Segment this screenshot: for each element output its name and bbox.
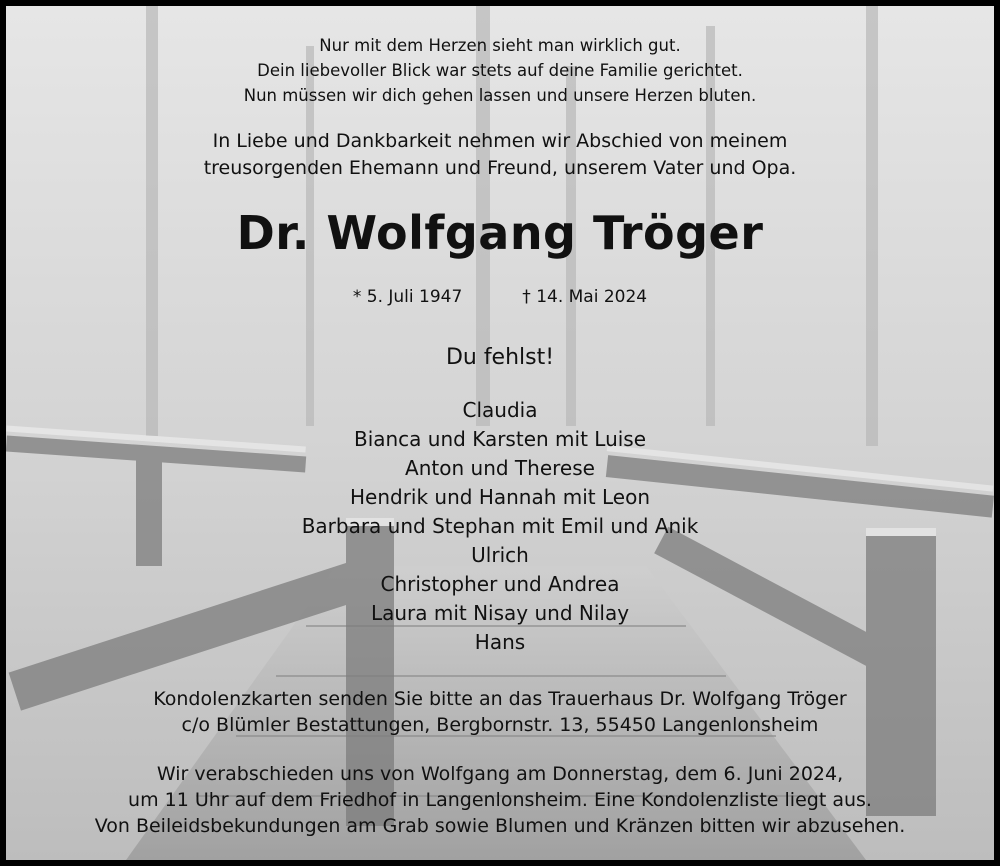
family-member: Hendrik und Hannah mit Leon: [349, 485, 651, 509]
family-member: Christopher und Andrea: [380, 572, 620, 596]
family-member: Laura mit Nisay und Nilay: [370, 601, 630, 625]
family-member: Anton und Therese: [405, 456, 595, 480]
intro-line: treusorgenden Ehemann und Freund, unserem Vater und Opa.: [203, 157, 797, 179]
family-member: Hans: [474, 630, 526, 654]
family-member: Barbara und Stephan mit Emil und Anik: [301, 514, 699, 538]
life-dates: [6, 287, 994, 307]
funeral-info-line: Von Beileidsbekundungen am Grab sowie Blumen und Kränzen bitten wir abzusehen.: [94, 815, 906, 837]
missing-text: Du fehlst!: [445, 345, 555, 370]
intro-line: In Liebe und Dankbarkeit nehmen wir Abschied von meinem: [212, 130, 788, 152]
obituary-content: [6, 6, 994, 860]
death-date: † 14. Mai 2024: [522, 287, 648, 307]
deceased-name: Dr. Wolfgang Tröger: [236, 206, 764, 260]
poem-line: Nur mit dem Herzen sieht man wirklich gut.: [319, 36, 681, 55]
poem-line: Nun müssen wir dich gehen lassen und unsere Herzen bluten.: [243, 86, 757, 105]
family-member: Bianca und Karsten mit Luise: [353, 427, 647, 451]
funeral-info-line: um 11 Uhr auf dem Friedhof in Langenlonsheim. Eine Kondolenzliste liegt aus.: [128, 789, 872, 811]
poem-line: Dein liebevoller Blick war stets auf deine Familie gerichtet.: [257, 61, 743, 80]
condolence-address-line: c/o Blümler Bestattungen, Bergbornstr. 13, 55450 Langenlonsheim: [181, 714, 819, 736]
birth-date: * 5. Juli 1947: [352, 287, 463, 307]
condolence-address-line: Kondolenzkarten senden Sie bitte an das Trauerhaus Dr. Wolfgang Tröger: [153, 688, 847, 710]
funeral-info-line: Wir verabschieden uns von Wolfgang am Donnerstag, dem 6. Juni 2024,: [156, 763, 844, 785]
family-member: Ulrich: [471, 543, 529, 567]
family-member: Claudia: [462, 398, 538, 422]
